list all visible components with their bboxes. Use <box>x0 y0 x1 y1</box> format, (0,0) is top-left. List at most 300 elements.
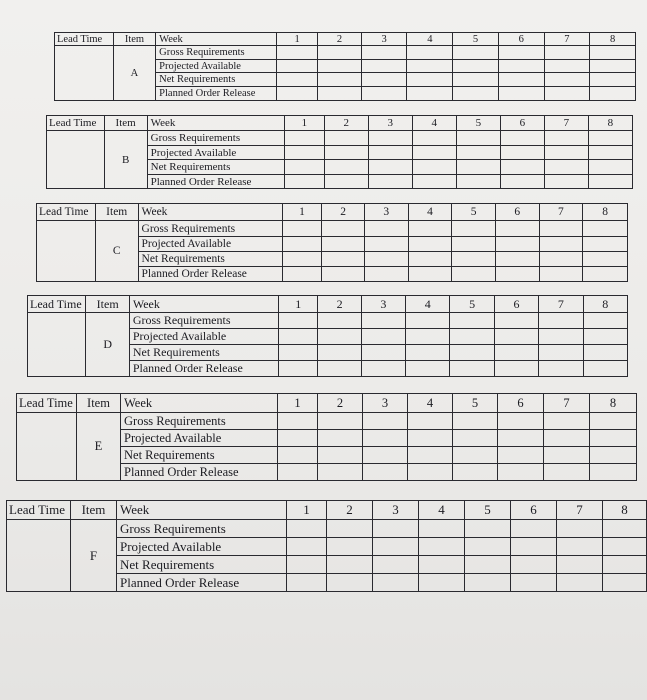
entry-cell[interactable] <box>361 46 407 60</box>
entry-cell[interactable] <box>450 329 494 345</box>
entry-cell[interactable] <box>327 556 373 574</box>
entry-cell[interactable] <box>450 345 494 361</box>
entry-cell[interactable] <box>583 221 628 237</box>
entry-cell[interactable] <box>318 430 363 447</box>
row-label: Planned Order Release <box>138 267 282 282</box>
row-label: Gross Requirements <box>121 413 278 430</box>
entry-cell[interactable] <box>557 556 603 574</box>
item-label: Item <box>113 33 155 46</box>
entry-cell[interactable] <box>287 574 327 592</box>
week-number: 7 <box>544 33 590 46</box>
entry-cell[interactable] <box>452 267 496 282</box>
entry-cell[interactable] <box>539 345 583 361</box>
planning-row <box>7 520 647 538</box>
entry-cell[interactable] <box>322 267 365 282</box>
entry-cell[interactable] <box>557 538 603 556</box>
entry-cell[interactable] <box>495 252 539 267</box>
row-label: Gross Requirements <box>117 520 287 538</box>
entry-cell[interactable] <box>318 60 362 73</box>
entry-cell[interactable] <box>408 430 453 447</box>
entry-cell[interactable] <box>318 73 362 87</box>
entry-cell[interactable] <box>284 175 324 189</box>
entry-cell[interactable] <box>282 221 322 237</box>
entry-cell[interactable] <box>276 60 317 73</box>
entry-cell[interactable] <box>465 520 511 538</box>
entry-cell[interactable] <box>368 146 412 160</box>
week-number: 6 <box>498 394 544 413</box>
week-number: 1 <box>284 116 324 131</box>
entry-cell[interactable] <box>407 46 453 60</box>
week-number: 3 <box>361 296 405 313</box>
lead-time-value-cell[interactable] <box>37 221 96 282</box>
entry-cell[interactable] <box>287 556 327 574</box>
row-label: Week <box>138 204 282 221</box>
row-label: Planned Order Release <box>121 464 278 481</box>
entry-cell[interactable] <box>419 556 465 574</box>
week-number: 7 <box>557 501 603 520</box>
entry-cell[interactable] <box>412 131 456 146</box>
row-label: Projected Available <box>138 237 282 252</box>
entry-cell[interactable] <box>511 520 557 538</box>
entry-cell[interactable] <box>324 146 368 160</box>
week-number: 8 <box>603 501 647 520</box>
entry-cell[interactable] <box>539 329 583 345</box>
entry-cell[interactable] <box>318 46 362 60</box>
week-number: 4 <box>419 501 465 520</box>
entry-cell[interactable] <box>453 46 499 60</box>
entry-cell[interactable] <box>364 221 408 237</box>
entry-cell[interactable] <box>590 73 636 87</box>
week-number: 4 <box>408 204 452 221</box>
entry-cell[interactable] <box>495 267 539 282</box>
week-number: 6 <box>511 501 557 520</box>
entry-cell[interactable] <box>498 413 544 430</box>
week-number: 2 <box>318 296 361 313</box>
entry-cell[interactable] <box>408 237 452 252</box>
week-number: 2 <box>318 33 362 46</box>
entry-cell[interactable] <box>544 413 590 430</box>
entry-cell[interactable] <box>590 413 637 430</box>
entry-cell[interactable] <box>590 447 637 464</box>
entry-cell[interactable] <box>453 447 498 464</box>
entry-cell[interactable] <box>544 73 590 87</box>
entry-cell[interactable] <box>407 60 453 73</box>
row-label: Week <box>129 296 278 313</box>
entry-cell[interactable] <box>495 237 539 252</box>
row-label: Net Requirements <box>129 345 278 361</box>
row-label: Net Requirements <box>121 447 278 464</box>
week-number: 8 <box>588 116 632 131</box>
entry-cell[interactable] <box>322 237 365 252</box>
item-label: Item <box>86 296 129 313</box>
week-number: 8 <box>590 33 636 46</box>
row-label: Planned Order Release <box>156 87 277 101</box>
entry-cell[interactable] <box>276 73 317 87</box>
entry-cell[interactable] <box>539 361 583 377</box>
entry-cell[interactable] <box>406 313 450 329</box>
row-label: Net Requirements <box>117 556 287 574</box>
entry-cell[interactable] <box>557 520 603 538</box>
entry-cell[interactable] <box>408 267 452 282</box>
week-number: 3 <box>361 33 407 46</box>
lead-time-value-cell[interactable] <box>55 46 114 101</box>
entry-cell[interactable] <box>456 175 500 189</box>
row-label: Week <box>121 394 278 413</box>
entry-cell[interactable] <box>511 556 557 574</box>
week-number: 4 <box>412 116 456 131</box>
entry-cell[interactable] <box>494 313 538 329</box>
entry-cell[interactable] <box>324 175 368 189</box>
entry-cell[interactable] <box>590 60 636 73</box>
entry-cell[interactable] <box>511 574 557 592</box>
entry-cell[interactable] <box>583 267 628 282</box>
entry-cell[interactable] <box>408 252 452 267</box>
row-label: Net Requirements <box>138 252 282 267</box>
week-number: 4 <box>408 394 453 413</box>
entry-cell[interactable] <box>276 46 317 60</box>
entry-cell[interactable] <box>544 146 588 160</box>
mrp-table-e <box>16 393 637 481</box>
entry-cell[interactable] <box>368 175 412 189</box>
entry-cell[interactable] <box>361 87 407 101</box>
item-name: B <box>104 131 147 189</box>
entry-cell[interactable] <box>603 574 647 592</box>
week-number: 8 <box>590 394 637 413</box>
entry-cell[interactable] <box>361 73 407 87</box>
entry-cell[interactable] <box>544 87 590 101</box>
week-number: 4 <box>406 296 450 313</box>
entry-cell[interactable] <box>453 87 499 101</box>
entry-cell[interactable] <box>539 252 583 267</box>
planning-row <box>28 313 628 329</box>
week-number: 8 <box>583 296 627 313</box>
entry-cell[interactable] <box>590 87 636 101</box>
entry-cell[interactable] <box>539 313 583 329</box>
entry-cell[interactable] <box>590 430 637 447</box>
entry-cell[interactable] <box>588 131 632 146</box>
entry-cell[interactable] <box>583 329 627 345</box>
entry-cell[interactable] <box>407 87 453 101</box>
week-number: 5 <box>452 204 496 221</box>
entry-cell[interactable] <box>327 574 373 592</box>
lead-time-value-cell[interactable] <box>17 413 77 481</box>
entry-cell[interactable] <box>408 464 453 481</box>
entry-cell[interactable] <box>603 556 647 574</box>
entry-cell[interactable] <box>368 131 412 146</box>
week-number: 2 <box>322 204 365 221</box>
entry-cell[interactable] <box>539 267 583 282</box>
row-label: Gross Requirements <box>156 46 277 60</box>
lead-time-value-cell[interactable] <box>7 520 71 592</box>
week-number: 5 <box>456 116 500 131</box>
item-name: F <box>71 520 117 592</box>
row-label: Projected Available <box>129 329 278 345</box>
lead-time-value-cell[interactable] <box>28 313 86 377</box>
entry-cell[interactable] <box>284 146 324 160</box>
entry-cell[interactable] <box>500 146 544 160</box>
entry-cell[interactable] <box>544 175 588 189</box>
entry-cell[interactable] <box>544 464 590 481</box>
entry-cell[interactable] <box>373 538 419 556</box>
week-number: 5 <box>453 394 498 413</box>
entry-cell[interactable] <box>318 361 361 377</box>
week-header-row <box>28 296 628 313</box>
entry-cell[interactable] <box>500 175 544 189</box>
week-number: 7 <box>539 204 583 221</box>
entry-cell[interactable] <box>498 464 544 481</box>
row-label: Week <box>147 116 284 131</box>
entry-cell[interactable] <box>453 464 498 481</box>
entry-cell[interactable] <box>498 447 544 464</box>
entry-cell[interactable] <box>419 574 465 592</box>
entry-cell[interactable] <box>361 361 405 377</box>
entry-cell[interactable] <box>590 46 636 60</box>
entry-cell[interactable] <box>282 267 322 282</box>
planning-row <box>55 46 636 60</box>
planning-row <box>37 221 628 237</box>
entry-cell[interactable] <box>363 464 408 481</box>
entry-cell[interactable] <box>590 464 637 481</box>
entry-cell[interactable] <box>419 520 465 538</box>
row-label: Net Requirements <box>156 73 277 87</box>
lead-time-label: Lead Time <box>47 116 105 131</box>
entry-cell[interactable] <box>327 520 373 538</box>
item-name: E <box>77 413 121 481</box>
entry-cell[interactable] <box>452 252 496 267</box>
entry-cell[interactable] <box>465 538 511 556</box>
entry-cell[interactable] <box>583 237 628 252</box>
week-number: 1 <box>278 394 318 413</box>
entry-cell[interactable] <box>406 329 450 345</box>
entry-cell[interactable] <box>498 73 544 87</box>
entry-cell[interactable] <box>406 345 450 361</box>
entry-cell[interactable] <box>588 160 632 175</box>
entry-cell[interactable] <box>583 313 627 329</box>
row-label: Gross Requirements <box>147 131 284 146</box>
entry-cell[interactable] <box>279 313 318 329</box>
entry-cell[interactable] <box>278 447 318 464</box>
lead-time-label: Lead Time <box>28 296 86 313</box>
lead-time-label: Lead Time <box>17 394 77 413</box>
entry-cell[interactable] <box>318 313 361 329</box>
week-number: 2 <box>327 501 373 520</box>
entry-cell[interactable] <box>603 538 647 556</box>
entry-cell[interactable] <box>373 520 419 538</box>
entry-cell[interactable] <box>544 46 590 60</box>
entry-cell[interactable] <box>495 221 539 237</box>
entry-cell[interactable] <box>603 520 647 538</box>
entry-cell[interactable] <box>279 329 318 345</box>
entry-cell[interactable] <box>494 345 538 361</box>
entry-cell[interactable] <box>276 87 317 101</box>
entry-cell[interactable] <box>363 447 408 464</box>
entry-cell[interactable] <box>282 252 322 267</box>
item-name: C <box>95 221 138 282</box>
row-label: Week <box>117 501 287 520</box>
planning-row <box>47 131 633 146</box>
mrp-table-c <box>36 203 628 282</box>
entry-cell[interactable] <box>539 237 583 252</box>
entry-cell[interactable] <box>456 146 500 160</box>
entry-cell[interactable] <box>324 131 368 146</box>
row-label: Week <box>156 33 277 46</box>
entry-cell[interactable] <box>583 252 628 267</box>
week-header-row <box>7 501 647 520</box>
entry-cell[interactable] <box>450 361 494 377</box>
entry-cell[interactable] <box>279 345 318 361</box>
entry-cell[interactable] <box>465 556 511 574</box>
entry-cell[interactable] <box>452 237 496 252</box>
week-number: 3 <box>373 501 419 520</box>
week-number: 5 <box>450 296 494 313</box>
entry-cell[interactable] <box>361 345 405 361</box>
week-number: 8 <box>583 204 628 221</box>
entry-cell[interactable] <box>318 413 363 430</box>
entry-cell[interactable] <box>407 73 453 87</box>
entry-cell[interactable] <box>284 131 324 146</box>
entry-cell[interactable] <box>544 160 588 175</box>
week-header-row <box>47 116 633 131</box>
row-label: Projected Available <box>156 60 277 73</box>
week-number: 1 <box>279 296 318 313</box>
entry-cell[interactable] <box>368 160 412 175</box>
mrp-table-d <box>27 295 628 377</box>
entry-cell[interactable] <box>412 160 456 175</box>
entry-cell[interactable] <box>278 430 318 447</box>
week-header-row <box>17 394 637 413</box>
entry-cell[interactable] <box>419 538 465 556</box>
week-number: 7 <box>544 116 588 131</box>
lead-time-label: Lead Time <box>55 33 114 46</box>
entry-cell[interactable] <box>494 329 538 345</box>
entry-cell[interactable] <box>361 60 407 73</box>
entry-cell[interactable] <box>322 252 365 267</box>
entry-cell[interactable] <box>363 413 408 430</box>
entry-cell[interactable] <box>324 160 368 175</box>
week-number: 5 <box>453 33 499 46</box>
row-label: Gross Requirements <box>138 221 282 237</box>
entry-cell[interactable] <box>450 313 494 329</box>
entry-cell[interactable] <box>361 313 405 329</box>
week-number: 5 <box>465 501 511 520</box>
week-header-row <box>37 204 628 221</box>
entry-cell[interactable] <box>327 538 373 556</box>
entry-cell[interactable] <box>287 520 327 538</box>
entry-cell[interactable] <box>373 574 419 592</box>
entry-cell[interactable] <box>318 464 363 481</box>
entry-cell[interactable] <box>583 361 627 377</box>
week-number: 6 <box>495 204 539 221</box>
week-number: 6 <box>498 33 544 46</box>
entry-cell[interactable] <box>498 430 544 447</box>
week-number: 1 <box>276 33 317 46</box>
entry-cell[interactable] <box>279 361 318 377</box>
entry-cell[interactable] <box>284 160 324 175</box>
row-label: Planned Order Release <box>147 175 284 189</box>
entry-cell[interactable] <box>318 447 363 464</box>
item-label: Item <box>95 204 138 221</box>
entry-cell[interactable] <box>363 430 408 447</box>
entry-cell[interactable] <box>511 538 557 556</box>
entry-cell[interactable] <box>453 413 498 430</box>
entry-cell[interactable] <box>557 574 603 592</box>
entry-cell[interactable] <box>278 413 318 430</box>
entry-cell[interactable] <box>318 329 361 345</box>
entry-cell[interactable] <box>412 146 456 160</box>
week-number: 4 <box>407 33 453 46</box>
row-label: Planned Order Release <box>129 361 278 377</box>
entry-cell[interactable] <box>453 73 499 87</box>
week-number: 7 <box>544 394 590 413</box>
entry-cell[interactable] <box>408 447 453 464</box>
entry-cell[interactable] <box>500 160 544 175</box>
entry-cell[interactable] <box>500 131 544 146</box>
entry-cell[interactable] <box>322 221 365 237</box>
entry-cell[interactable] <box>456 160 500 175</box>
entry-cell[interactable] <box>465 574 511 592</box>
entry-cell[interactable] <box>412 175 456 189</box>
item-name: A <box>113 46 155 101</box>
lead-time-label: Lead Time <box>37 204 96 221</box>
entry-cell[interactable] <box>588 175 632 189</box>
row-label: Planned Order Release <box>117 574 287 592</box>
item-label: Item <box>104 116 147 131</box>
entry-cell[interactable] <box>453 60 499 73</box>
entry-cell[interactable] <box>361 329 405 345</box>
mrp-table-f <box>6 500 647 592</box>
entry-cell[interactable] <box>318 345 361 361</box>
entry-cell[interactable] <box>364 237 408 252</box>
entry-cell[interactable] <box>544 447 590 464</box>
entry-cell[interactable] <box>282 237 322 252</box>
entry-cell[interactable] <box>287 538 327 556</box>
entry-cell[interactable] <box>544 60 590 73</box>
entry-cell[interactable] <box>544 131 588 146</box>
week-number: 2 <box>318 394 363 413</box>
entry-cell[interactable] <box>452 221 496 237</box>
week-number: 7 <box>539 296 583 313</box>
entry-cell[interactable] <box>318 87 362 101</box>
entry-cell[interactable] <box>373 556 419 574</box>
mrp-table-a <box>54 32 636 101</box>
week-number: 2 <box>324 116 368 131</box>
row-label: Projected Available <box>147 146 284 160</box>
entry-cell[interactable] <box>456 131 500 146</box>
entry-cell[interactable] <box>406 361 450 377</box>
entry-cell[interactable] <box>453 430 498 447</box>
entry-cell[interactable] <box>498 60 544 73</box>
week-header-row <box>55 33 636 46</box>
mrp-table-b <box>46 115 633 189</box>
entry-cell[interactable] <box>408 221 452 237</box>
week-number: 3 <box>364 204 408 221</box>
entry-cell[interactable] <box>498 87 544 101</box>
entry-cell[interactable] <box>494 361 538 377</box>
entry-cell[interactable] <box>364 267 408 282</box>
entry-cell[interactable] <box>364 252 408 267</box>
entry-cell[interactable] <box>539 221 583 237</box>
entry-cell[interactable] <box>588 146 632 160</box>
entry-cell[interactable] <box>408 413 453 430</box>
row-label: Projected Available <box>117 538 287 556</box>
entry-cell[interactable] <box>498 46 544 60</box>
entry-cell[interactable] <box>544 430 590 447</box>
entry-cell[interactable] <box>583 345 627 361</box>
week-number: 6 <box>500 116 544 131</box>
entry-cell[interactable] <box>278 464 318 481</box>
item-label: Item <box>71 501 117 520</box>
lead-time-value-cell[interactable] <box>47 131 105 189</box>
